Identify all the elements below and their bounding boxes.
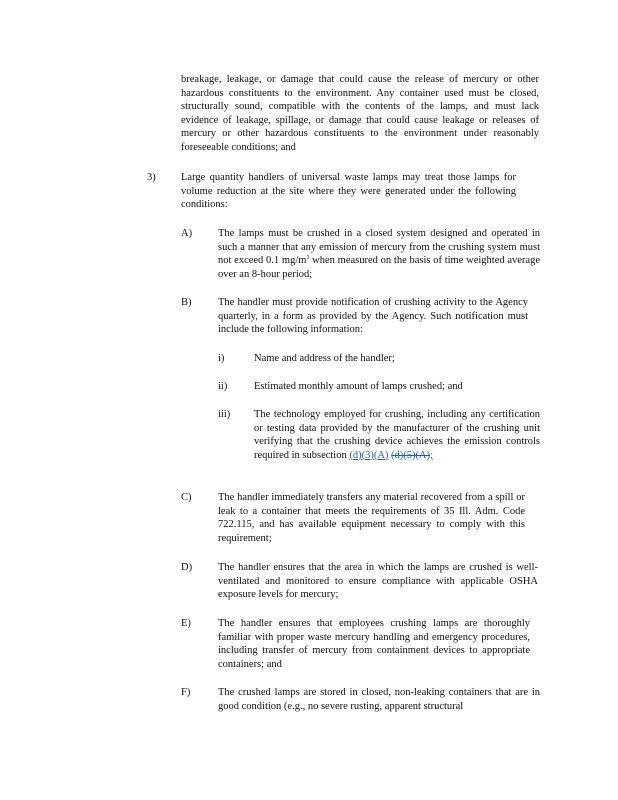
item-a-superscript: 3 [306,255,310,262]
subitem-iii-tail: ; [430,449,434,461]
item-b-label: B) [181,297,192,308]
continuation-paragraph: breakage, leakage, or damage that could cause the release of mercury or other hazardous constituents to the environment. Any container used must be closed, structurally sound, compatible with the contents of the lamps, and must lack evidence of leakage, spillage, or damage that could cause leakage or releases of mercury or other hazardous constituents to the environment under reasonably foreseeable conditions; and [181,74,539,153]
subitem-i-label: i) [218,353,225,364]
item-3-label: 3) [147,172,156,183]
item-c-text: The handler immediately transfers any material recovered from a spill or leak to a container that meets the requirements of 35 Ill. Adm. Code 722.115, and has available equipment necessary to comply with this requirement; [218,492,525,544]
item-a-text-after: when measured on the basis of time weighted average over an 8-hour period; [218,255,541,280]
item-c-label: C) [181,492,192,503]
item-e-text: The handler ensures that employees crushing lamps are thoroughly familiar with proper waste mercury handling and emergency procedures, including transfer of mercury from containment devices to appropriate containers; and [218,618,530,670]
item-b-text: The handler must provide notification of crushing activity to the Agency quarterly, in a form as provided by the Agency. Such notification must include the following information: [218,297,528,336]
item-a-text-before: The lamps must be crushed in a closed system designed and operated in such a manner that any emission of mercury from the crushing system must not exceed 0.1 mg/m [218,228,540,267]
item-e-label: E) [181,618,191,629]
item-d-label: D) [181,562,193,573]
deleted-reference: (d)(5)(A) [391,449,431,461]
inserted-reference: (d)(3)(A) [349,449,389,461]
item-a-text [218,227,540,281]
subitem-iii-body: The technology employed for crushing, including any certification or testing data provided by the manufacturer of the crushing unit verifying that the crushing device achieves the emission controls required in subsection [254,409,540,461]
subitem-ii-label: ii) [218,381,228,392]
item-3-text: Large quantity handlers of universal waste lamps may treat those lamps for volume reduction at the site where they were generated under the following conditions: [181,172,516,211]
item-f-text: The crushed lamps are stored in closed, non-leaking containers that are in good condition (e.g., no severe rusting, apparent structural [218,687,540,712]
item-f-label: F) [181,687,191,698]
subitem-iii-label: iii) [218,409,231,420]
item-a-label: A) [181,228,193,239]
subitem-iii-text [254,408,540,462]
subitem-i-text: Name and address of the handler; [254,353,395,364]
item-d-text: The handler ensures that the area in which the lamps are crushed is well-ventilated and monitored to ensure compliance with applicable OSHA exposure levels for mercury; [218,562,538,601]
subitem-ii-text: Estimated monthly amount of lamps crushed; and [254,381,463,392]
